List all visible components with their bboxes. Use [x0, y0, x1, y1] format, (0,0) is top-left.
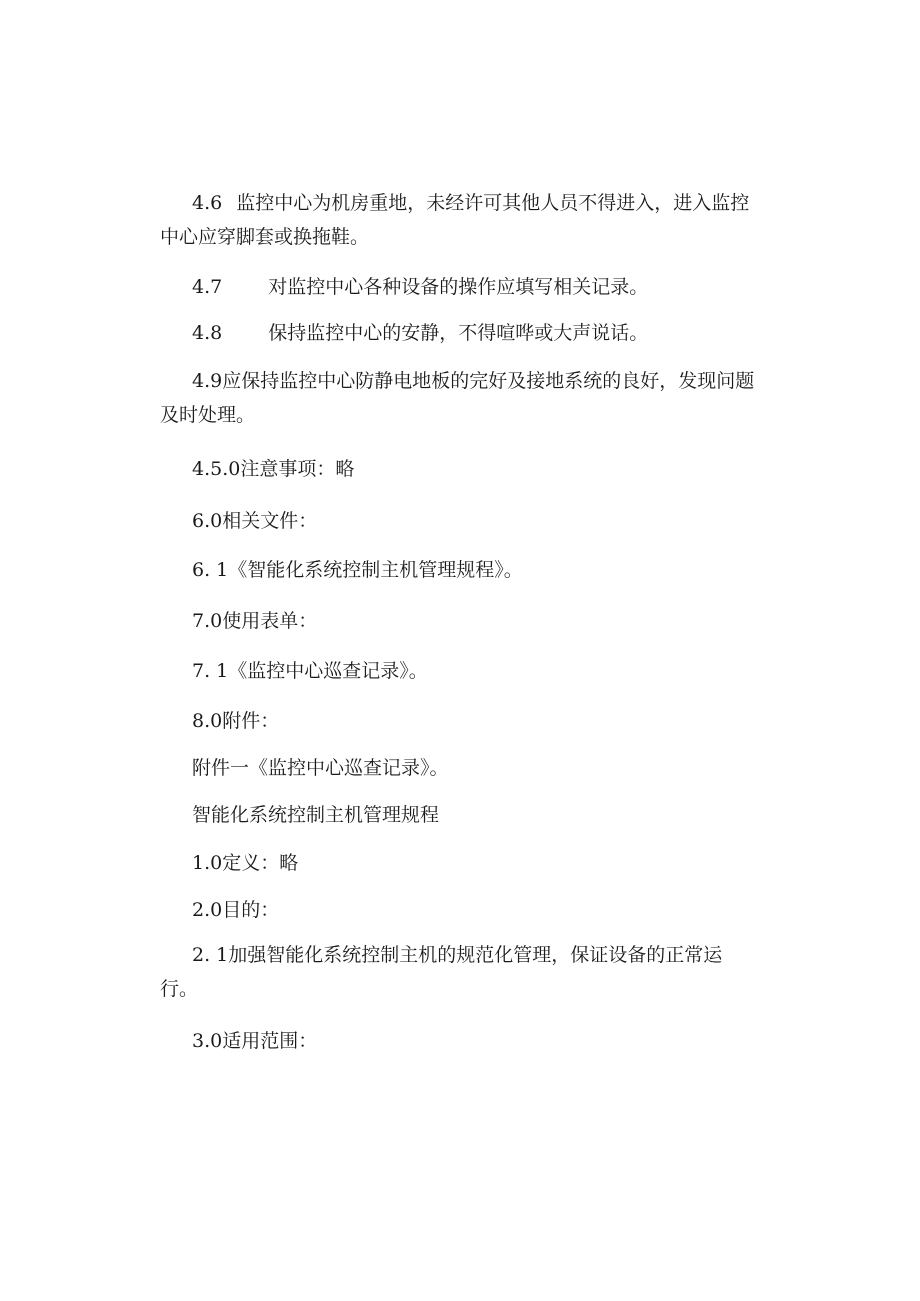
paragraph-text: 4.9应保持监控中心防静电地板的完好及接地系统的良好，发现问题及时处理。 — [160, 370, 755, 426]
paragraph-4-7 — [192, 270, 648, 304]
section-number: 4.6 — [192, 192, 223, 214]
paragraph-1-0: 1.0定义：略 — [192, 852, 299, 874]
paragraph-text: 对监控中心各种设备的操作应填写相关记录。 — [268, 276, 649, 298]
paragraph-6-1: 6. 1《智能化系统控制主机管理规程》。 — [192, 559, 523, 581]
paragraph-7-0: 7.0使用表单： — [192, 610, 318, 632]
paragraph-text: 监控中心为机房重地，未经许可其他人员不得进入，进入监控中心应穿脚套或换拖鞋。 — [160, 192, 750, 248]
paragraph-attachment: 附件一《监控中心巡查记录》。 — [192, 757, 449, 779]
paragraph-2-1 — [160, 938, 760, 1006]
paragraph-4-6 — [160, 186, 760, 254]
paragraph-4-5-0: 4.5.0注意事项：略 — [192, 458, 355, 480]
section-number: 4.8 — [192, 322, 223, 344]
paragraph-4-8 — [192, 316, 648, 350]
paragraph-text: 保持监控中心的安静，不得喧哗或大声说话。 — [268, 322, 649, 344]
section-title: 智能化系统控制主机管理规程 — [192, 804, 440, 826]
paragraph-7-1: 7. 1《监控中心巡查记录》。 — [192, 660, 428, 682]
paragraph-2-0: 2.0目的： — [192, 899, 280, 921]
paragraph-text: 2. 1加强智能化系统控制主机的规范化管理，保证设备的正常运行。 — [160, 944, 723, 1000]
paragraph-4-9 — [160, 364, 760, 432]
paragraph-6-0: 6.0相关文件： — [192, 510, 318, 532]
section-number: 4.7 — [192, 276, 223, 298]
paragraph-8-0: 8.0附件： — [192, 710, 280, 732]
paragraph-3-0: 3.0适用范围： — [192, 1030, 318, 1052]
